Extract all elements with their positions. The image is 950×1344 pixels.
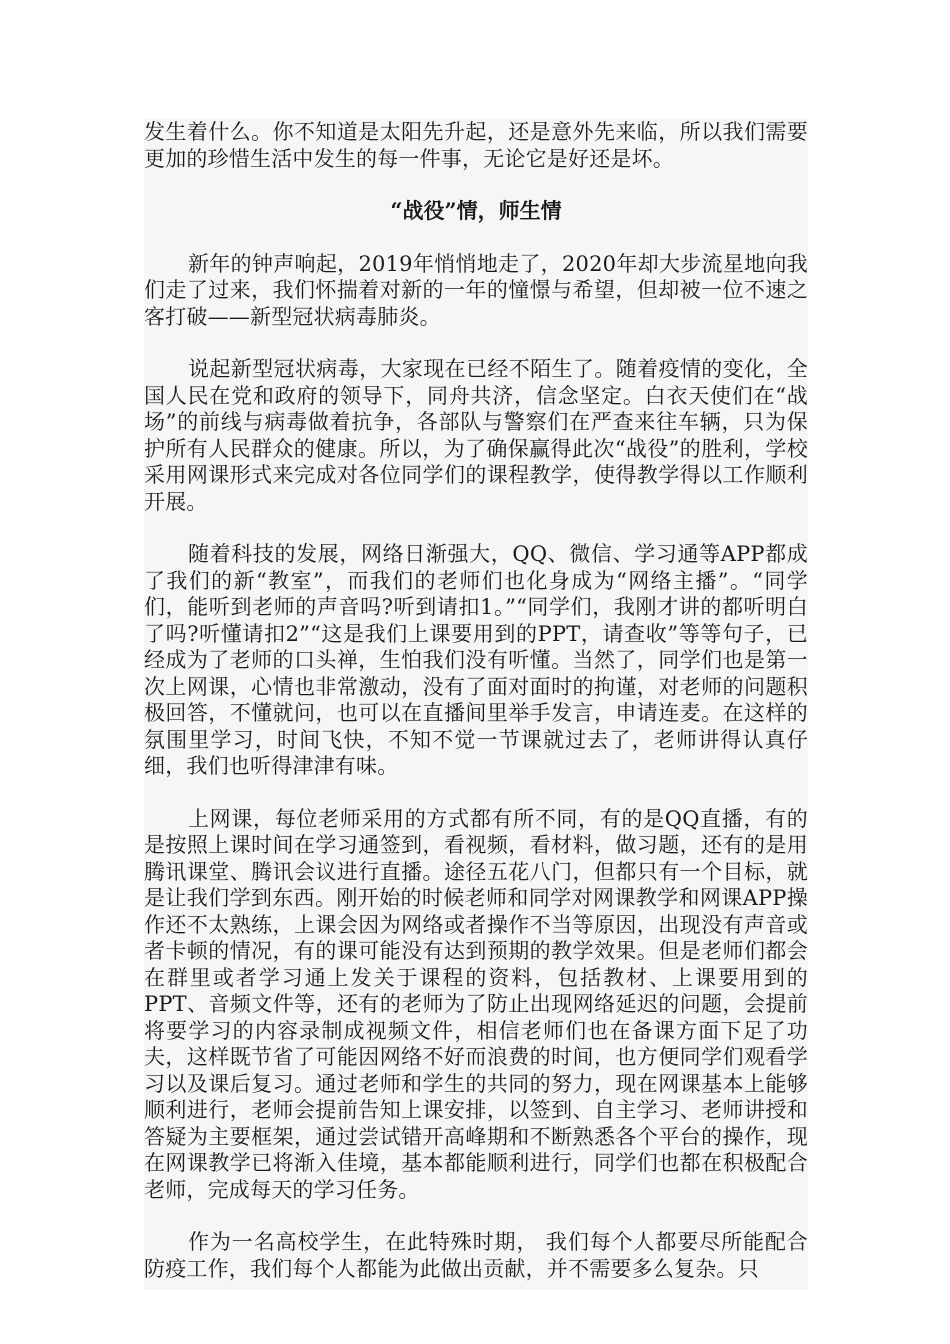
spacer [144,780,808,806]
paragraph-technology: 随着科技的发展，网络日渐强大，QQ、微信、学习通等APP都成了我们的新“教室”，而我们的老师们也化身成为“网络主播”。“同学们，能听到老师的声音吗?听到请扣1。”“同学们，我刚才讲的都听明白了吗?听懂请扣2”“这是我们上课要用到的PPT，请查收”等等句子，已经成为了老师的口头禅，生怕我们没有听懂。当然了，同学们也是第一次上网课，心情也非常激动，没有了面对面时的拘谨，对老师的问题积极回答，不懂就问，也可以在直播间里举手发言，申请连麦。在这样的氛围里学习，时间飞快，不知不觉一节课就过去了，老师讲得认真仔细，我们也听得津津有味。 [144,542,808,778]
opening-paragraph: 发生着什么。你不知道是太阳先升起，还是意外先来临，所以我们需要更加的珍惜生活中发生的每一件事，无论它是好还是坏。 [144,120,808,171]
paragraph-new-year: 新年的钟声响起，2019年悄悄地走了，2020年却大步流星地向我们走了过来，我们怀揣着对新的一年的憧憬与希望，但却被一位不速之客打破——新型冠状病毒肺炎。 [144,251,808,329]
spacer [144,1203,808,1229]
spacer [144,172,808,198]
spacer [144,515,808,541]
section-title: “战役”情，师生情 [390,198,562,223]
article-body [144,119,808,1290]
spacer [144,330,808,356]
paragraph-student-role: 作为一名高校学生，在此特殊时期， 我们每个人都要尽所能配合防疫工作，我们每个人都能为此做出贡献，并不需要多么复杂。只 [144,1230,808,1281]
paragraph-online-classes: 上网课，每位老师采用的方式都有所不同，有的是QQ直播，有的是按照上课时间在学习通签到，看视频，看材料，做习题，还有的是用腾讯课堂、腾讯会议进行直播。途径五花八门，但都只有一个目标，就是让我们学到东西。刚开始的时候老师和同学对网课教学和网课APP操作还不太熟练，上课会因为网络或者操作不当等原因，出现没有声音或者卡顿的情况，有的课可能没有达到预期的教学效果。但是老师们都会在群里或者学习通上发关于课程的资料，包括教材、上课要用到的PPT、音频文件等，还有的老师为了防止出现网络延迟的问题，会提前将要学习的内容录制成视频文件，相信老师们也在备课方面下足了功夫，这样既节省了可能因网络不好而浪费的时间，也方便同学们观看学习以及课后复习。通过老师和学生的共同的努力，现在网课基本上能够顺利进行，老师会提前告知上课安排，以签到、自主学习、老师讲授和答疑为主要框架，通过尝试错开高峰期和不断熟悉各个平台的操作，现在网课教学已将渐入佳境，基本都能顺利进行，同学们也都在积极配合老师，完成每天的学习任务。 [144,806,808,1202]
paragraph-epidemic: 说起新型冠状病毒，大家现在已经不陌生了。随着疫情的变化，全国人民在党和政府的领导下，同舟共济，信念坚定。白衣天使们在“战场”的前线与病毒做着抗争，各部队与警察们在严查来往车辆，只为保护所有人民群众的健康。所以，为了确保赢得此次“战役”的胜利，学校采用网课形式来完成对各位同学们的课程教学，使得教学得以工作顺利开展。 [144,357,808,514]
spacer [144,225,808,251]
